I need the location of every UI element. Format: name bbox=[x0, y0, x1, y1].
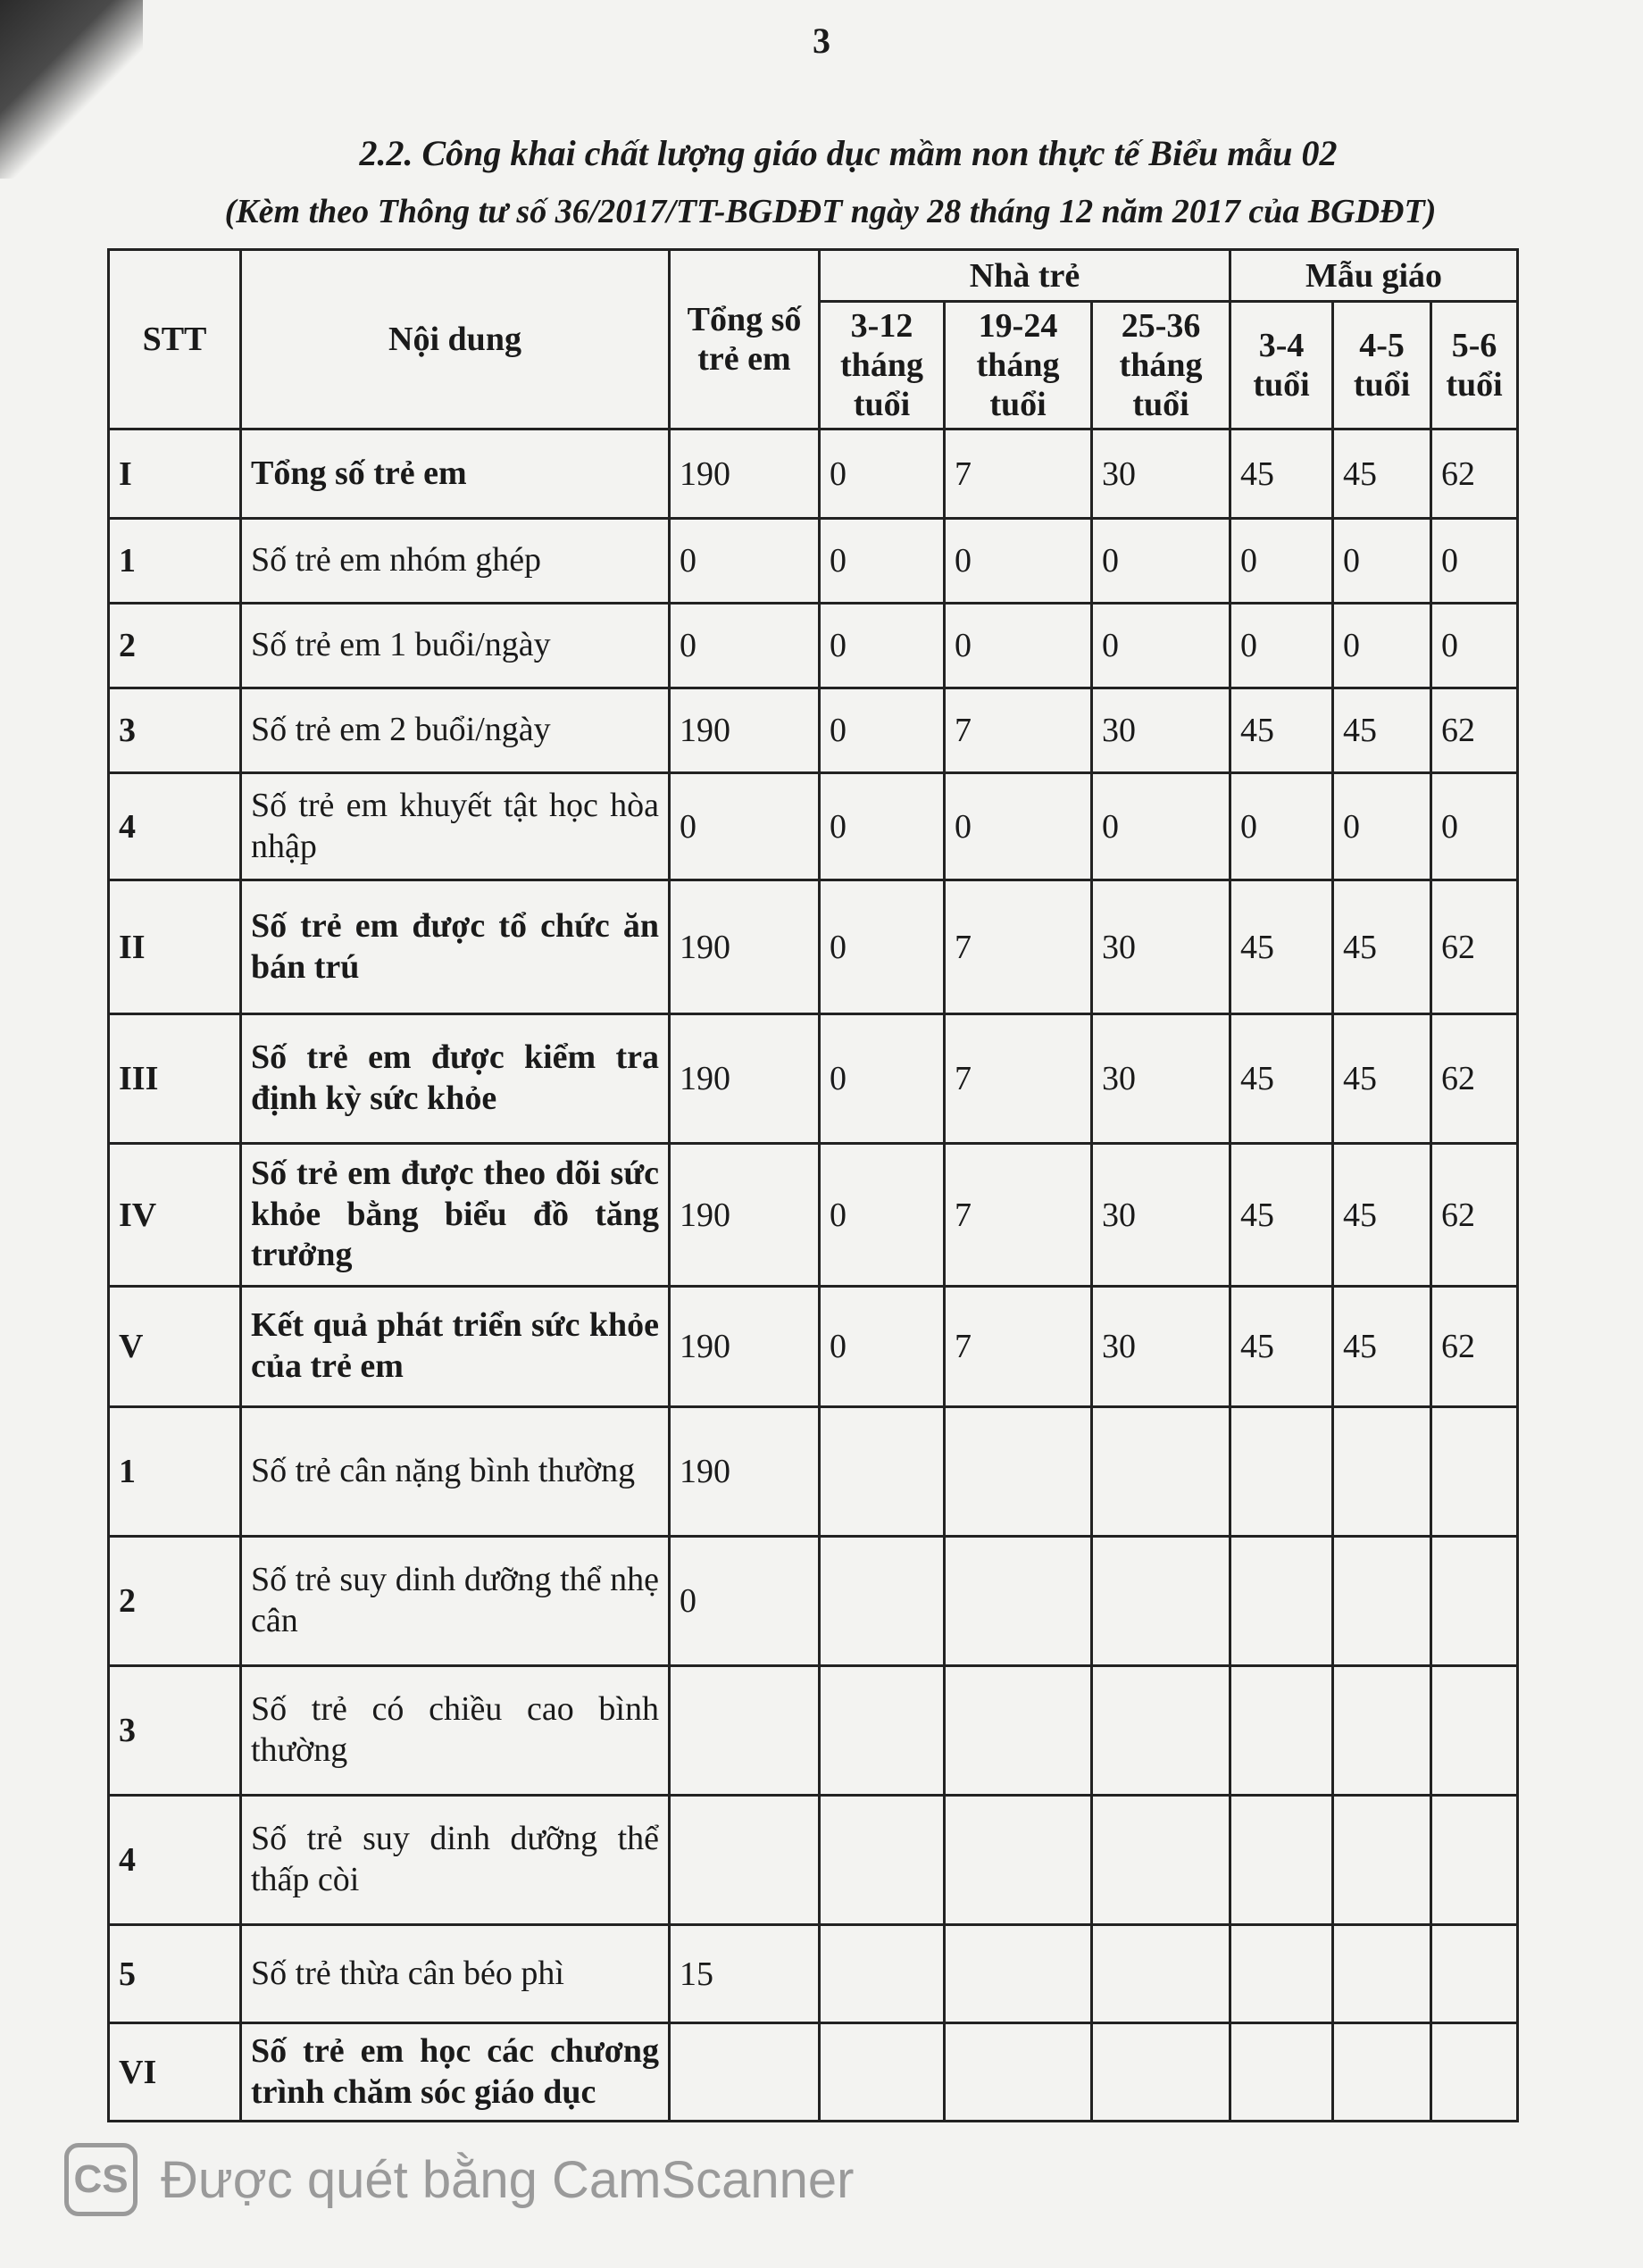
row-stt: 4 bbox=[109, 773, 241, 880]
row-age-value: 0 bbox=[1333, 604, 1431, 688]
row-age-value: 30 bbox=[1092, 1014, 1230, 1144]
row-content: Số trẻ thừa cân béo phì bbox=[241, 1925, 670, 2023]
camscanner-text: Được quét bằng CamScanner bbox=[161, 2150, 855, 2209]
row-age-value bbox=[1092, 1407, 1230, 1537]
row-total-value: 15 bbox=[670, 1925, 820, 2023]
row-age-value: 0 bbox=[1230, 773, 1333, 880]
row-content: Số trẻ em 2 buổi/ngày bbox=[241, 688, 670, 773]
header-age-group: 5-6 tuổi bbox=[1431, 302, 1518, 429]
row-age-value: 30 bbox=[1092, 1144, 1230, 1287]
row-total-value bbox=[670, 1666, 820, 1796]
row-stt: V bbox=[109, 1287, 241, 1407]
row-age-value bbox=[820, 1537, 945, 1666]
row-age-value bbox=[945, 1537, 1092, 1666]
row-stt: 3 bbox=[109, 688, 241, 773]
row-age-value: 45 bbox=[1333, 1014, 1431, 1144]
row-content: Số trẻ em được theo dõi sức khỏe bằng biểu đồ tăng trưởng bbox=[241, 1144, 670, 1287]
row-stt: 1 bbox=[109, 519, 241, 604]
row-stt: 3 bbox=[109, 1666, 241, 1796]
row-age-value: 0 bbox=[820, 604, 945, 688]
row-age-value: 0 bbox=[1431, 519, 1518, 604]
row-age-value bbox=[1092, 1796, 1230, 1925]
row-content: Tổng số trẻ em bbox=[241, 429, 670, 519]
row-content: Số trẻ suy dinh dưỡng thể nhẹ cân bbox=[241, 1537, 670, 1666]
row-stt: 1 bbox=[109, 1407, 241, 1537]
row-age-value bbox=[1431, 2023, 1518, 2122]
row-age-value: 45 bbox=[1230, 1144, 1333, 1287]
row-age-value: 0 bbox=[1092, 773, 1230, 880]
row-age-value bbox=[945, 1666, 1092, 1796]
row-age-value bbox=[1092, 2023, 1230, 2122]
row-age-value bbox=[1431, 1925, 1518, 2023]
row-age-value: 7 bbox=[945, 688, 1092, 773]
row-age-value bbox=[945, 1925, 1092, 2023]
header-total: Tổng số trẻ em bbox=[670, 250, 820, 429]
row-age-value bbox=[1333, 1925, 1431, 2023]
header-age-group: 25-36 tháng tuổi bbox=[1092, 302, 1230, 429]
row-age-value: 0 bbox=[1092, 604, 1230, 688]
row-age-value: 0 bbox=[820, 688, 945, 773]
row-age-value: 0 bbox=[820, 1287, 945, 1407]
table-row bbox=[109, 1287, 1518, 1407]
row-total-value: 190 bbox=[670, 429, 820, 519]
page-subtitle: (Kèm theo Thông tư số 36/2017/TT-BGDĐT ngày 28 tháng 12 năm 2017 của BGDĐT) bbox=[224, 193, 1437, 230]
row-stt: 5 bbox=[109, 1925, 241, 2023]
row-age-value: 0 bbox=[1230, 519, 1333, 604]
row-content: Số trẻ em học các chương trình chăm sóc giáo dục bbox=[241, 2023, 670, 2122]
row-age-value bbox=[1230, 1796, 1333, 1925]
row-age-value bbox=[1431, 1537, 1518, 1666]
row-age-value bbox=[945, 1407, 1092, 1537]
table-row bbox=[109, 1537, 1518, 1666]
table-row bbox=[109, 773, 1518, 880]
row-stt: 2 bbox=[109, 1537, 241, 1666]
row-age-value: 45 bbox=[1230, 1014, 1333, 1144]
row-age-value: 7 bbox=[945, 880, 1092, 1014]
row-content: Số trẻ em nhóm ghép bbox=[241, 519, 670, 604]
row-age-value: 45 bbox=[1230, 1287, 1333, 1407]
row-age-value bbox=[1092, 1666, 1230, 1796]
camscanner-logo-icon: CS bbox=[64, 2143, 138, 2216]
row-age-value: 62 bbox=[1431, 688, 1518, 773]
row-age-value bbox=[820, 1407, 945, 1537]
row-age-value: 45 bbox=[1230, 880, 1333, 1014]
table-row bbox=[109, 1666, 1518, 1796]
row-age-value: 45 bbox=[1333, 880, 1431, 1014]
row-age-value: 7 bbox=[945, 1014, 1092, 1144]
row-stt: I bbox=[109, 429, 241, 519]
row-age-value: 62 bbox=[1431, 429, 1518, 519]
table-row bbox=[109, 2023, 1518, 2122]
row-age-value: 0 bbox=[1230, 604, 1333, 688]
header-stt: STT bbox=[109, 250, 241, 429]
row-age-value: 0 bbox=[820, 429, 945, 519]
row-age-value bbox=[1092, 1925, 1230, 2023]
table-row bbox=[109, 688, 1518, 773]
row-age-value bbox=[1230, 1537, 1333, 1666]
row-age-value: 45 bbox=[1230, 688, 1333, 773]
row-total-value: 0 bbox=[670, 604, 820, 688]
table-row bbox=[109, 1144, 1518, 1287]
row-age-value bbox=[1431, 1407, 1518, 1537]
row-age-value: 0 bbox=[820, 773, 945, 880]
row-total-value: 0 bbox=[670, 519, 820, 604]
row-age-value: 62 bbox=[1431, 1144, 1518, 1287]
row-age-value: 45 bbox=[1230, 429, 1333, 519]
row-age-value: 30 bbox=[1092, 1287, 1230, 1407]
row-content: Số trẻ em được kiểm tra định kỳ sức khỏe bbox=[241, 1014, 670, 1144]
row-content: Kết quả phát triển sức khỏe của trẻ em bbox=[241, 1287, 670, 1407]
page-number: 3 bbox=[813, 21, 830, 61]
row-content: Số trẻ có chiều cao bình thường bbox=[241, 1666, 670, 1796]
row-age-value: 7 bbox=[945, 1287, 1092, 1407]
row-age-value bbox=[820, 2023, 945, 2122]
row-age-value: 0 bbox=[945, 519, 1092, 604]
row-age-value bbox=[1230, 1925, 1333, 2023]
row-age-value: 0 bbox=[1431, 773, 1518, 880]
row-age-value: 0 bbox=[820, 1144, 945, 1287]
row-content: Số trẻ em khuyết tật học hòa nhập bbox=[241, 773, 670, 880]
row-age-value: 62 bbox=[1431, 1287, 1518, 1407]
row-age-value: 45 bbox=[1333, 1144, 1431, 1287]
header-age-group: 3-12 tháng tuổi bbox=[820, 302, 945, 429]
row-total-value: 190 bbox=[670, 1144, 820, 1287]
row-age-value bbox=[1333, 1407, 1431, 1537]
row-age-value: 45 bbox=[1333, 1287, 1431, 1407]
row-age-value bbox=[820, 1666, 945, 1796]
education-quality-table bbox=[107, 248, 1519, 2122]
row-age-value bbox=[1092, 1537, 1230, 1666]
header-kindergarten: Mẫu giáo bbox=[1230, 250, 1518, 302]
row-total-value: 190 bbox=[670, 1287, 820, 1407]
row-total-value: 0 bbox=[670, 773, 820, 880]
row-age-value: 0 bbox=[945, 604, 1092, 688]
row-age-value: 62 bbox=[1431, 1014, 1518, 1144]
row-age-value bbox=[945, 1796, 1092, 1925]
row-age-value bbox=[1333, 1666, 1431, 1796]
row-age-value: 0 bbox=[820, 880, 945, 1014]
row-total-value: 0 bbox=[670, 1537, 820, 1666]
row-stt: VI bbox=[109, 2023, 241, 2122]
table-row bbox=[109, 429, 1518, 519]
row-age-value: 45 bbox=[1333, 429, 1431, 519]
row-age-value: 30 bbox=[1092, 429, 1230, 519]
table-row bbox=[109, 604, 1518, 688]
row-stt: II bbox=[109, 880, 241, 1014]
row-age-value bbox=[1230, 1407, 1333, 1537]
row-total-value: 190 bbox=[670, 880, 820, 1014]
row-age-value: 7 bbox=[945, 429, 1092, 519]
row-age-value bbox=[1333, 2023, 1431, 2122]
row-age-value: 45 bbox=[1333, 688, 1431, 773]
row-total-value bbox=[670, 2023, 820, 2122]
row-total-value bbox=[670, 1796, 820, 1925]
row-age-value bbox=[820, 1796, 945, 1925]
row-age-value: 0 bbox=[1333, 519, 1431, 604]
page-title: 2.2. Công khai chất lượng giáo dục mầm non thực tế Biểu mẫu 02 bbox=[359, 133, 1338, 173]
row-age-value: 30 bbox=[1092, 688, 1230, 773]
row-content: Số trẻ cân nặng bình thường bbox=[241, 1407, 670, 1537]
row-age-value: 0 bbox=[945, 773, 1092, 880]
header-content: Nội dung bbox=[241, 250, 670, 429]
row-age-value bbox=[1230, 2023, 1333, 2122]
camscanner-watermark bbox=[64, 2143, 855, 2216]
header-nursery: Nhà trẻ bbox=[820, 250, 1230, 302]
row-content: Số trẻ em 1 buổi/ngày bbox=[241, 604, 670, 688]
row-age-value: 0 bbox=[1333, 773, 1431, 880]
row-age-value bbox=[820, 1925, 945, 2023]
table-row bbox=[109, 1014, 1518, 1144]
row-age-value bbox=[1431, 1796, 1518, 1925]
row-age-value bbox=[945, 2023, 1092, 2122]
row-stt: III bbox=[109, 1014, 241, 1144]
table-body bbox=[109, 429, 1518, 2122]
row-content: Số trẻ suy dinh dưỡng thể thấp còi bbox=[241, 1796, 670, 1925]
header-age-group: 3-4 tuổi bbox=[1230, 302, 1333, 429]
row-total-value: 190 bbox=[670, 688, 820, 773]
row-age-value: 62 bbox=[1431, 880, 1518, 1014]
row-age-value: 0 bbox=[1431, 604, 1518, 688]
row-age-value bbox=[1230, 1666, 1333, 1796]
row-stt: 2 bbox=[109, 604, 241, 688]
table-row bbox=[109, 1796, 1518, 1925]
row-stt: IV bbox=[109, 1144, 241, 1287]
table-row bbox=[109, 1407, 1518, 1537]
row-stt: 4 bbox=[109, 1796, 241, 1925]
table-row bbox=[109, 1925, 1518, 2023]
header-age-group: 4-5 tuổi bbox=[1333, 302, 1431, 429]
row-total-value: 190 bbox=[670, 1407, 820, 1537]
row-age-value: 0 bbox=[820, 519, 945, 604]
table-row bbox=[109, 519, 1518, 604]
row-age-value: 0 bbox=[1092, 519, 1230, 604]
row-age-value bbox=[1431, 1666, 1518, 1796]
row-content: Số trẻ em được tổ chức ăn bán trú bbox=[241, 880, 670, 1014]
row-age-value: 0 bbox=[820, 1014, 945, 1144]
row-age-value bbox=[1333, 1537, 1431, 1666]
row-total-value: 190 bbox=[670, 1014, 820, 1144]
header-age-group: 19-24 tháng tuổi bbox=[945, 302, 1092, 429]
row-age-value: 7 bbox=[945, 1144, 1092, 1287]
table-row bbox=[109, 880, 1518, 1014]
row-age-value: 30 bbox=[1092, 880, 1230, 1014]
row-age-value bbox=[1333, 1796, 1431, 1925]
